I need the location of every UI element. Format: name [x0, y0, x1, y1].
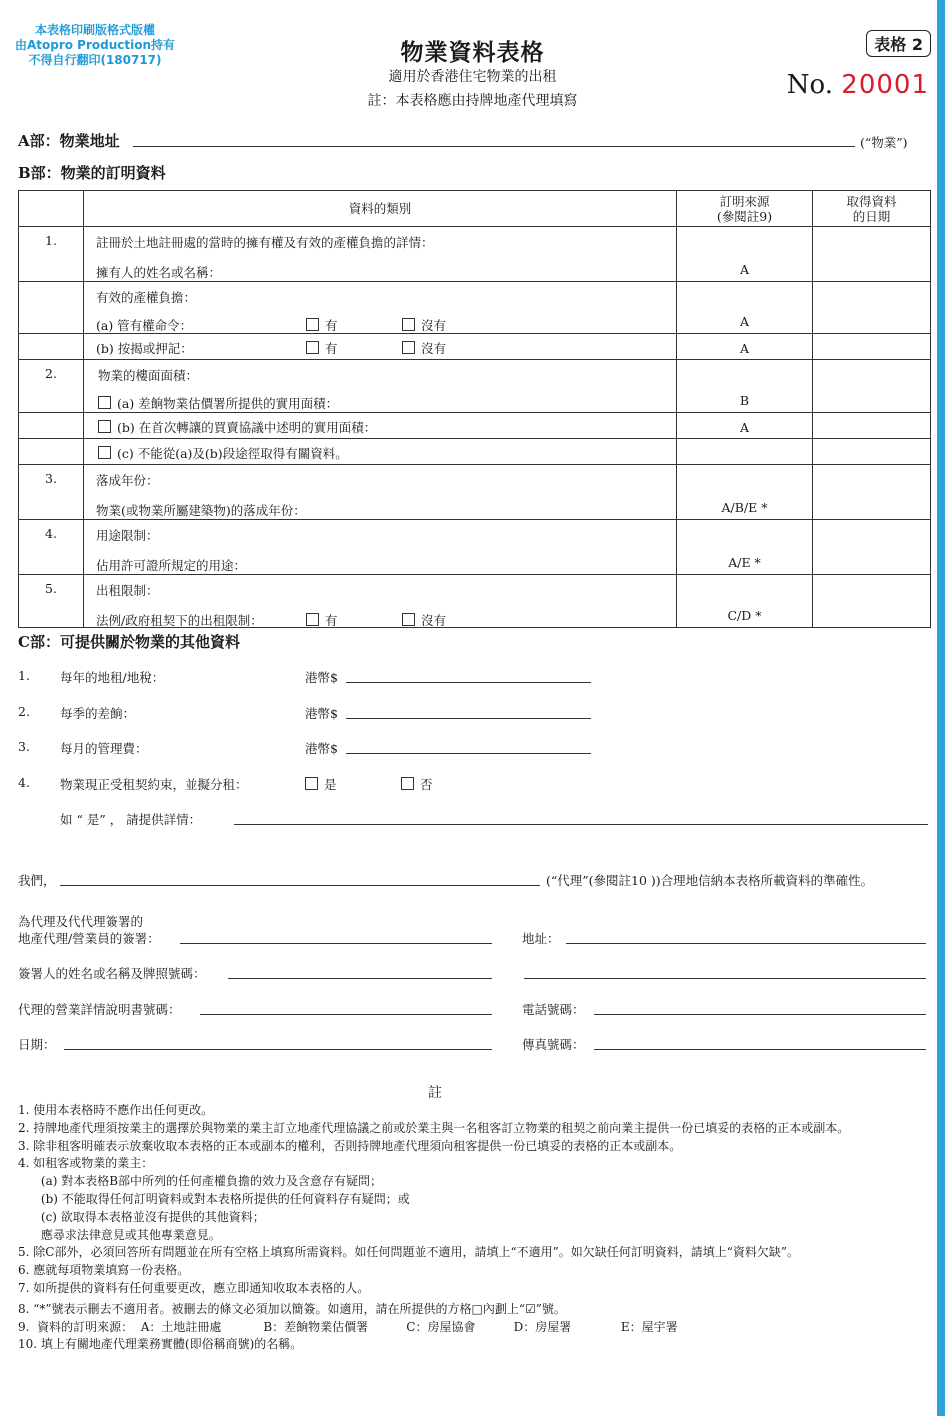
- item-title: 落成年份：: [96, 473, 159, 488]
- note-line: 7. 如所提供的資料有任何重要更改，應立即通知收取本表格的人。: [18, 1280, 370, 1295]
- table-row: [19, 520, 931, 575]
- option-label: (c) 不能從(a)及(b)段途徑取得有關資料。: [117, 446, 348, 461]
- item-number: 3.: [19, 465, 84, 520]
- note-line: 10. 填上有關地產代理業務實體(即俗稱商號)的名稱。: [18, 1337, 303, 1352]
- note-line: 1. 使用本表格時不應作出任何更改。: [18, 1103, 214, 1117]
- form-tag: 表格 2: [866, 30, 931, 57]
- checkbox-no[interactable]: [401, 775, 433, 793]
- address-field[interactable]: [566, 943, 926, 944]
- empty-cell: [19, 413, 84, 439]
- no-label: 沒有: [421, 613, 447, 628]
- item-cell: [84, 413, 677, 439]
- no-label: 沒有: [421, 318, 447, 333]
- checkbox-no[interactable]: [402, 611, 446, 629]
- c-item-number: 3.: [18, 739, 30, 754]
- item-title: 註冊於土地註冊處的當時的擁有權及有效的產權負擔的詳情：: [96, 235, 434, 250]
- signature-label-line2: 地產代理/營業員的簽署：: [18, 931, 160, 946]
- c-item-number: 2.: [18, 704, 30, 719]
- option-row: [96, 316, 676, 332]
- name-license-label: 簽署人的姓名或名稱及牌照號碼：: [18, 966, 206, 981]
- checkbox-icon: [402, 341, 415, 354]
- source-cell: C/D *: [677, 575, 813, 628]
- signature-field[interactable]: [180, 943, 492, 944]
- item-cell: [84, 520, 677, 575]
- statement-no-field[interactable]: [200, 1014, 492, 1015]
- empty-cell: [19, 439, 84, 465]
- table-row: [19, 439, 931, 465]
- empty-cell: [19, 334, 84, 360]
- declaration-text: (“代理”(參閱註10 ))合理地信納本表格所載資料的準確性。: [546, 873, 874, 888]
- note-line: 4. 如租客或物業的業主：: [18, 1156, 154, 1171]
- area-option-a[interactable]: [98, 394, 676, 412]
- source-cell: B: [677, 360, 813, 413]
- checkbox-icon: [98, 420, 111, 433]
- item-number: 2.: [19, 360, 84, 413]
- item-cell: [84, 360, 677, 413]
- table-row: [19, 282, 931, 334]
- table-row: [19, 227, 931, 282]
- checkbox-icon: [305, 777, 318, 790]
- phone-label: 電話號碼：: [522, 1002, 585, 1017]
- empty-cell: [19, 282, 84, 334]
- note-line: (a) 對本表格B部中所列的任何產權負擔的效力及含意存有疑問；: [18, 1174, 383, 1189]
- form-subtitle: 適用於香港住宅物業的出租: [388, 69, 557, 85]
- source-cell: A/B/E *: [677, 465, 813, 520]
- date-cell[interactable]: [813, 439, 931, 465]
- date-label: 日期：: [18, 1037, 56, 1052]
- c-item-label: 每月的管理費：: [60, 741, 148, 756]
- item-number: 1.: [19, 227, 84, 282]
- option-label: (b) 在首次轉讓的買賣協議中述明的實用面積：: [117, 420, 377, 435]
- table-row: [19, 413, 931, 439]
- no-label: 沒有: [421, 341, 447, 356]
- ground-rent-field[interactable]: [346, 682, 591, 683]
- section-a-title: A部：物業地址: [18, 132, 120, 150]
- note-line: 9. 資料的訂明來源： A：土地註冊處 B：差餉物業估價署 C：房屋協會 D：房屋署 E：屋宇署: [18, 1319, 678, 1334]
- statement-no-label: 代理的營業詳情說明書號碼：: [18, 1002, 181, 1017]
- item-cell: [84, 465, 677, 520]
- source-cell: A/E *: [677, 520, 813, 575]
- note-line: (c) 欲取得本表格並沒有提供的其他資料；: [18, 1209, 265, 1224]
- checkbox-yes[interactable]: [305, 775, 337, 793]
- copyright-line: 本表格印刷版格式版權: [34, 23, 155, 37]
- address-label: 地址：: [522, 931, 560, 946]
- agent-name-field[interactable]: [60, 885, 540, 886]
- item-detail: 擁有人的姓名或名稱：: [96, 265, 222, 280]
- source-cell: A: [677, 334, 813, 360]
- form-number-value: 20001: [841, 70, 929, 100]
- item-subtitle: 有效的產權負擔：: [96, 290, 197, 305]
- note-line: 應尋求法律意見或其他專業意見。: [18, 1227, 221, 1242]
- form-number: [787, 70, 929, 100]
- form-title: 物業資料表格: [400, 39, 545, 66]
- item-cell: [84, 439, 677, 465]
- source-header-line: (參閱註9): [716, 208, 773, 224]
- note-line: 2. 持牌地產代理須按業主的選擇於與物業的業主訂立地產代理協議之前或於業主與一名租客訂立物業的租契之前向業主提供一份已填妥的表格的正本或副本。: [18, 1120, 850, 1135]
- table-row: [19, 465, 931, 520]
- management-fee-field[interactable]: [346, 753, 591, 754]
- address-field-2[interactable]: [524, 978, 926, 979]
- details-label: 如 “ 是” ， 請提供詳情：: [60, 812, 202, 827]
- currency-label: 港幣$: [305, 670, 338, 685]
- area-option-c[interactable]: [98, 444, 676, 462]
- fax-label: 傳真號碼：: [522, 1037, 585, 1052]
- copyright-line: 由Atopro Production持有: [14, 38, 176, 52]
- table-row: [19, 575, 931, 628]
- note-line: 5. 除C部外，必須回答所有問題並在所有空格上填寫所需資料。如任何問題並不適用，請填上“不適用”。如欠缺任何訂明資料，請填上“資料欠缺”。: [18, 1245, 799, 1260]
- date-cell[interactable]: [813, 282, 931, 334]
- c-item-number: 1.: [18, 668, 30, 683]
- date-cell[interactable]: [813, 360, 931, 413]
- section-b-title: B部：物業的訂明資料: [18, 164, 166, 182]
- item-cell: [84, 227, 677, 282]
- checkbox-icon: [402, 318, 415, 331]
- note-line: 8. “*”號表示刪去不適用者。被刪去的條文必須加以簡簽。如適用，請在所提供的方格□內劃上“☑”號。: [18, 1301, 566, 1316]
- source-header: [677, 191, 813, 227]
- fax-field[interactable]: [594, 1049, 926, 1050]
- category-header: 資料的類別: [84, 191, 677, 227]
- name-license-field[interactable]: [228, 978, 492, 979]
- empty-cell: [677, 439, 813, 465]
- item-number: 4.: [19, 520, 84, 575]
- item-cell: [84, 575, 677, 628]
- date-cell[interactable]: [813, 227, 931, 282]
- checkbox-icon: [402, 613, 415, 626]
- section-c-title: C部：可提供關於物業的其他資料: [18, 633, 240, 651]
- date-header-line: 取得資料: [846, 193, 897, 209]
- yes-label: 有: [325, 613, 338, 628]
- notes-heading: 註: [428, 1085, 442, 1101]
- phone-field[interactable]: [594, 1014, 926, 1015]
- item-title: 用途限制：: [96, 528, 159, 543]
- date-cell[interactable]: [813, 413, 931, 439]
- note-line: 3. 除非租客明確表示放棄收取本表格的正本或副本的權利，否則持牌地產代理須向租客提供一份已填妥的表格的正本或副本。: [18, 1138, 682, 1153]
- signature-label-line1: 為代理及代代理簽署的: [18, 914, 144, 929]
- item-cell: [84, 282, 677, 334]
- yes-label: 有: [325, 318, 338, 333]
- no-label: 否: [420, 777, 433, 792]
- item-title: 出租限制：: [96, 583, 159, 598]
- checkbox-yes[interactable]: [306, 316, 338, 334]
- property-suffix: (“物業”): [860, 135, 908, 150]
- declaration-we: 我們，: [18, 873, 56, 888]
- checkbox-icon: [98, 446, 111, 459]
- source-cell: A: [677, 413, 813, 439]
- c-item-label: 每年的地租/地稅：: [60, 670, 165, 685]
- item-detail: 物業(或物業所屬建築物)的落成年份：: [96, 503, 306, 518]
- option-label: (a) 管有權命令：: [96, 318, 193, 333]
- area-option-b[interactable]: [98, 418, 676, 436]
- c-item-label: 物業現正受租契約束，並擬分租：: [60, 777, 248, 792]
- checkbox-no[interactable]: [402, 316, 446, 334]
- rates-field[interactable]: [346, 718, 591, 719]
- table-row: [19, 360, 931, 413]
- date-cell[interactable]: [813, 520, 931, 575]
- yes-label: 是: [324, 777, 337, 792]
- item-title: 物業的樓面面積：: [98, 368, 199, 383]
- date-cell[interactable]: [813, 575, 931, 628]
- form-number-prefix: No.: [786, 70, 834, 100]
- source-cell: A: [677, 227, 813, 282]
- checkbox-icon: [306, 318, 319, 331]
- source-cell: A: [677, 282, 813, 334]
- yes-label: 有: [325, 341, 338, 356]
- option-label: 法例/政府租契下的出租限制：: [96, 613, 263, 628]
- note-line: (b) 不能取得任何訂明資料或對本表格所提供的任何資料存有疑問；或: [18, 1191, 410, 1206]
- currency-label: 港幣$: [305, 741, 338, 756]
- checkbox-icon: [401, 777, 414, 790]
- option-row: [96, 339, 676, 355]
- form-note: 註：本表格應由持牌地產代理填寫: [367, 93, 578, 109]
- source-header-line: 訂明來源: [719, 193, 770, 209]
- item-cell: [84, 334, 677, 360]
- side-accent-bar: [937, 0, 945, 1416]
- checkbox-icon: [98, 396, 111, 409]
- table-row: [19, 334, 931, 360]
- date-cell[interactable]: [813, 465, 931, 520]
- num-header: [19, 191, 84, 227]
- date-header-line: 的日期: [852, 208, 891, 224]
- option-label: (a) 差餉物業估價署所提供的實用面積：: [117, 396, 339, 411]
- checkbox-yes[interactable]: [306, 339, 338, 357]
- checkbox-no[interactable]: [402, 339, 446, 357]
- option-label: (b) 按揭或押記：: [96, 341, 193, 356]
- checkbox-icon: [306, 341, 319, 354]
- date-cell[interactable]: [813, 334, 931, 360]
- checkbox-icon: [306, 613, 319, 626]
- item-number: 5.: [19, 575, 84, 628]
- option-row: [96, 611, 676, 627]
- copyright-line: 不得自行翻印(180717): [28, 53, 162, 67]
- prescribed-info-table: [18, 190, 931, 628]
- date-field[interactable]: [64, 1049, 492, 1050]
- currency-label: 港幣$: [305, 706, 338, 721]
- property-address-field[interactable]: [133, 146, 855, 147]
- details-field[interactable]: [234, 824, 928, 825]
- checkbox-yes[interactable]: [306, 611, 338, 629]
- c-item-label: 每季的差餉：: [60, 706, 136, 721]
- item-detail: 佔用許可證所規定的用途：: [96, 558, 247, 573]
- date-header: [813, 191, 931, 227]
- note-line: 6. 應就每項物業填寫一份表格。: [18, 1263, 190, 1278]
- notes-list: [18, 1102, 933, 1354]
- c-item-number: 4.: [18, 775, 30, 790]
